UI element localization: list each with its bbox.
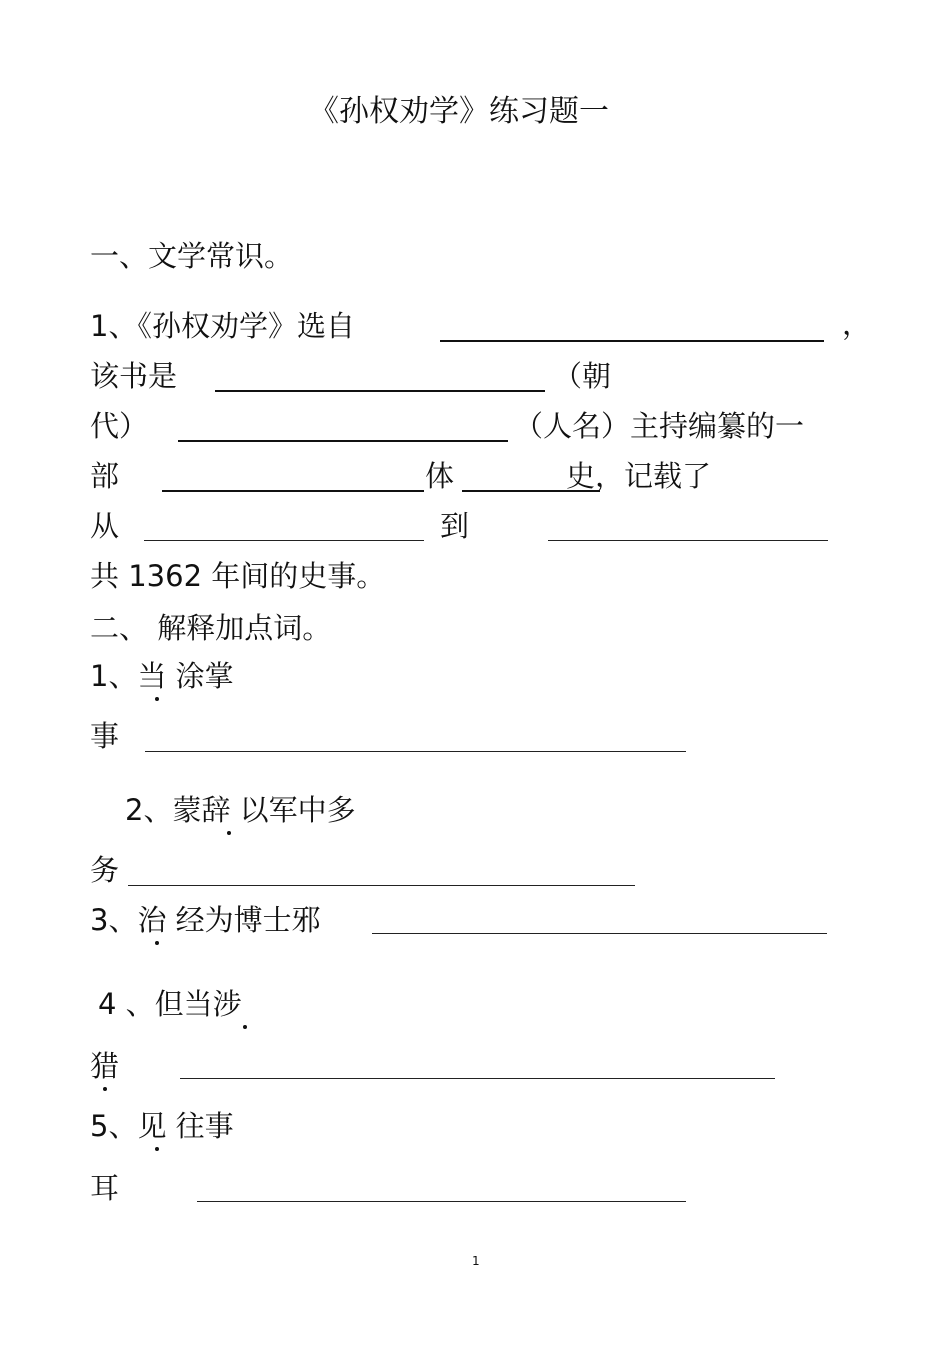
- blank-to[interactable]: [548, 540, 828, 541]
- blank-style[interactable]: [162, 490, 424, 492]
- q1-text-from: 从: [90, 509, 120, 543]
- q1-comma: ，: [842, 307, 872, 341]
- q1-text-bu: 部: [90, 459, 120, 493]
- page-number: 1: [472, 1254, 480, 1268]
- item1-line2: 事: [90, 719, 120, 753]
- blank-item5[interactable]: [197, 1201, 686, 1202]
- blank-item4[interactable]: [180, 1078, 775, 1079]
- item4-line1: 4 、但当涉: [98, 987, 242, 1021]
- page-title: 《孙权劝学》练习题一: [309, 94, 609, 129]
- blank-editor[interactable]: [178, 440, 508, 442]
- q1-text-shi: 史，记载了: [566, 459, 712, 493]
- emphasis-dot: [155, 697, 159, 701]
- emphasis-dot: [155, 1147, 159, 1151]
- item3-line1: 3、治 经为博士邪: [90, 903, 321, 937]
- section-heading-literature: 一、文学常识。: [90, 239, 294, 273]
- q1-text-editor: （人名）主持编纂的一: [514, 409, 805, 443]
- blank-item2[interactable]: [128, 885, 635, 886]
- q1-text-ti: 体: [425, 459, 455, 493]
- emphasis-dot: [243, 1025, 247, 1029]
- emphasis-dot: [103, 1087, 107, 1091]
- q1-text-dynasty-open: （朝: [553, 359, 612, 393]
- q1-text-book: 该书是: [90, 359, 178, 393]
- q1-text-to: 到: [440, 509, 470, 543]
- item5-line2: 耳: [90, 1171, 120, 1205]
- blank-dynasty[interactable]: [215, 390, 545, 392]
- blank-source[interactable]: [440, 340, 824, 342]
- item2-line2: 务: [90, 853, 120, 887]
- item1-line1: 1、当 涂掌: [90, 659, 234, 693]
- item5-line1: 5、见 往事: [90, 1109, 234, 1143]
- blank-item1[interactable]: [145, 751, 686, 752]
- blank-from[interactable]: [144, 540, 424, 541]
- emphasis-dot: [155, 941, 159, 945]
- q1-text-dynasty-close: 代）: [90, 409, 149, 443]
- item4-line2: 猎: [90, 1049, 120, 1083]
- section-heading-explain: 二、 解释加点词。: [90, 611, 332, 645]
- blank-item3[interactable]: [372, 933, 827, 934]
- item2-line1: 2、蒙辞 以军中多: [125, 793, 356, 827]
- q1-text-years: 共 1362 年间的史事。: [90, 559, 386, 593]
- q1-text-source: 1、《孙权劝学》选自: [90, 309, 355, 343]
- emphasis-dot: [227, 831, 231, 835]
